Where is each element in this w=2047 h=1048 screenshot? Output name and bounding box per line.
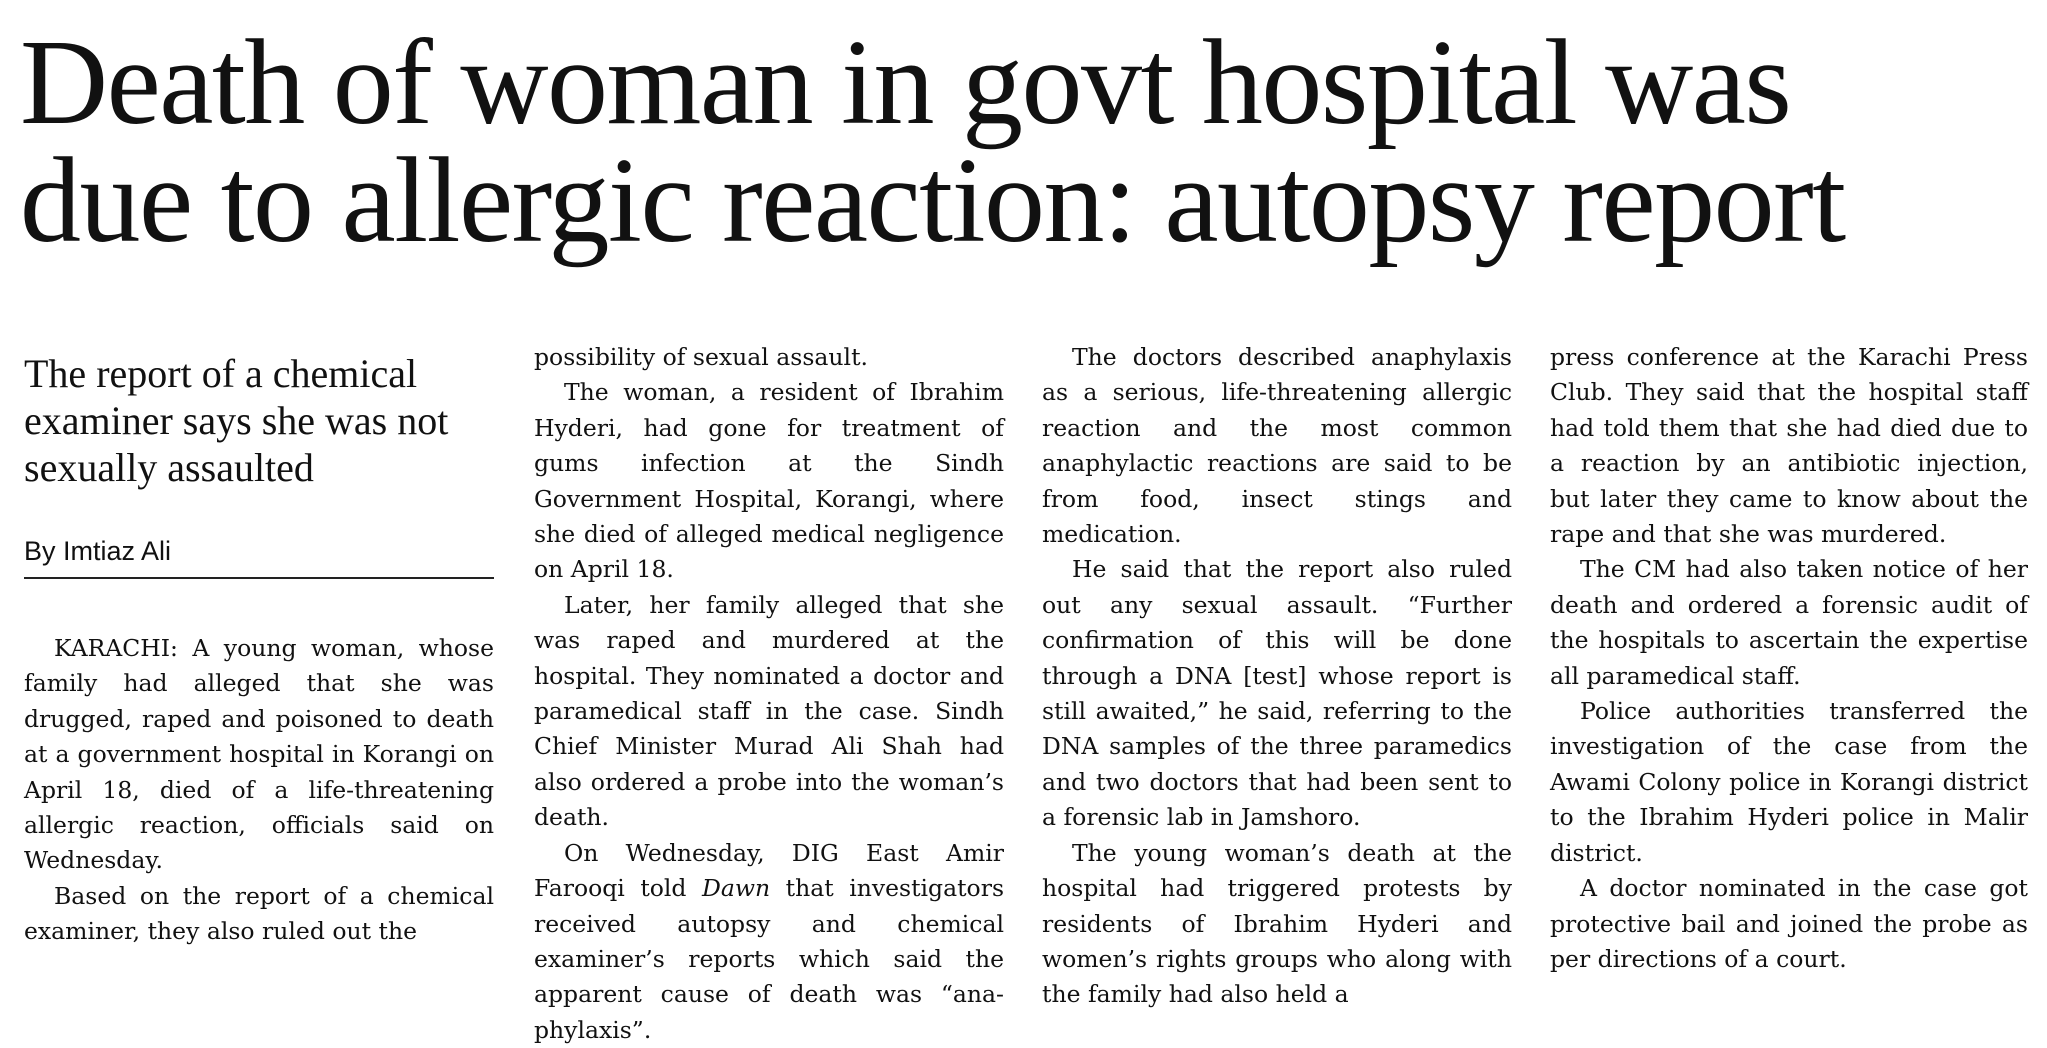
paragraph: The doctors described anaphylaxis as a serious, life-threatening allergic reaction and the most common anaphylactic reactions are said to be from food, insect stings and medication. bbox=[1042, 343, 1512, 549]
paragraph: Police authorities transferred the investigation of the case from the Awami Colony police in Korangi district to the Ibrahim Hyderi police in Malir district. bbox=[1550, 697, 2028, 867]
paragraph-continued: possibility of sexual assault. bbox=[534, 343, 868, 371]
byline: By Imtiaz Ali bbox=[24, 535, 494, 579]
paragraph: The young woman’s death at the hospital had triggered protests by residents of Ibrahim Hyderi and women’s rights groups who along with the family had also held a bbox=[1042, 838, 1512, 1009]
paragraph: The CM had also taken notice of her death and ordered a forensic audit of the hospitals to ascertain the expertise all paramedical staff. bbox=[1550, 555, 2028, 690]
article-column-1 bbox=[24, 350, 494, 950]
paragraph: A doctor nominated in the case got protective bail and joined the probe as per directions of a court. bbox=[1550, 874, 2028, 973]
paragraph: He said that the report also ruled out any sexual assault. “Further confirmation of this will be done through a DNA [test] whose report is still awaited,” he said, referring to the DNA samples of the three paramedics and two doctors that had been sent to a forensic lab in Jamshoro. bbox=[1042, 555, 1512, 832]
article-column-4 bbox=[1550, 340, 2028, 977]
subheadline: The report of a chemical examiner says she was not sexually assaulted bbox=[24, 351, 449, 490]
paragraph: Based on the report of a chemical examiner, they also ruled out the bbox=[24, 881, 494, 946]
article-column-3 bbox=[1042, 340, 1512, 1013]
article-column-2 bbox=[534, 340, 1004, 1048]
paragraph-text: On Wednesday, DIG East Amir Farooqi told bbox=[534, 838, 1004, 903]
paragraph bbox=[534, 836, 1004, 1048]
paragraph: KARACHI: A young woman, whose family had alleged that she was drugged, raped and poisoned to death at a government hospital in Korangi on April 18, died of a life-threatening allergic reaction, officials said on Wednesday. bbox=[24, 634, 494, 875]
paragraph: Later, her family alleged that she was raped and murdered at the hospital. They nominated a doctor and paramedical staff in the case. Sindh Chief Minister Murad Ali Shah had also ordered a probe into the woman’s death. bbox=[534, 590, 1004, 832]
headline-line-1: Death of woman in govt hospital was bbox=[20, 15, 1791, 150]
column-1-body bbox=[24, 631, 494, 950]
paragraph-continued: press conference at the Karachi Press Club. They said that the hospital staff had told them that she had died due to a reaction by an antibiotic injection, but later they came to know about the rape and that she was murdered. bbox=[1550, 343, 2028, 549]
newspaper-name: Dawn bbox=[702, 874, 771, 903]
headline-line-2: due to allergic reaction: autopsy report bbox=[20, 133, 1845, 268]
paragraph: The woman, a resident of Ibrahim Hyderi, had gone for treatment of gums infection at the Sindh Government Hospital, Korangi, where she died of alleged medical negligence on April 18. bbox=[534, 378, 1004, 584]
headline bbox=[20, 15, 2030, 268]
paragraph-text: that investigators received autopsy and chemical examiner’s reports which said the apparent cause of death was “anaphylaxis”. bbox=[534, 874, 1004, 1044]
